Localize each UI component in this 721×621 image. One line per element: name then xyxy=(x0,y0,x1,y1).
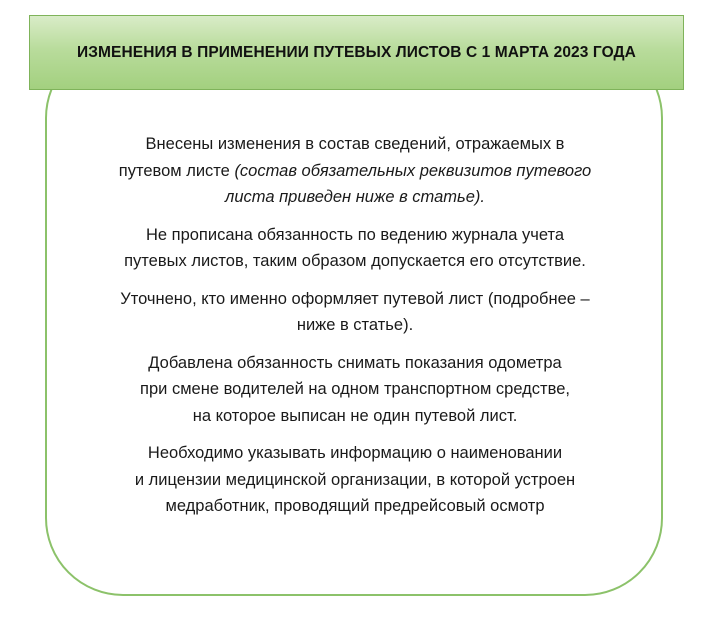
paragraph-italic-text: (состав обязательных реквизитов путевого xyxy=(234,161,592,180)
paragraph-line: ниже в статье). xyxy=(296,316,414,334)
paragraph-line: медработник, проводящий предрейсовый осмотр xyxy=(165,497,545,515)
header-banner xyxy=(29,15,684,90)
paragraph-line: Добавлена обязанность снимать показания одометра xyxy=(148,353,562,372)
paragraph-line: Необходимо указывать информацию о наименовании xyxy=(147,444,563,462)
paragraph-text: путевом листе xyxy=(118,161,235,180)
change-paragraph-issuer xyxy=(70,286,640,339)
changes-list xyxy=(70,131,640,531)
paragraph-line: Не прописана обязанность по ведению журнала учета xyxy=(145,225,565,244)
change-paragraph-journal xyxy=(70,222,640,275)
paragraph-line: Внесены изменения в состав сведений, отражаемых в xyxy=(145,135,565,153)
paragraph-italic-line: листа приведен ниже в статье). xyxy=(225,188,485,206)
paragraph-line: при смене водителей на одном транспортном средстве, xyxy=(140,380,570,398)
change-paragraph-composition xyxy=(70,131,640,211)
paragraph-line: и лицензии медицинской организации, в которой устроен xyxy=(134,470,576,489)
change-paragraph-odometer xyxy=(70,350,640,430)
paragraph-line xyxy=(70,158,640,185)
paragraph-line: на которое выписан не один путевой лист. xyxy=(192,406,518,425)
change-paragraph-medical xyxy=(70,440,640,520)
page-title: ИЗМЕНЕНИЯ В ПРИМЕНЕНИИ ПУТЕВЫХ ЛИСТОВ С 1 МАРТА 2023 ГОДА xyxy=(77,43,636,61)
paragraph-line: путевых листов, таким образом допускается его отсутствие. xyxy=(124,252,586,270)
paragraph-line: Уточнено, кто именно оформляет путевой лист (подробнее – xyxy=(120,289,590,308)
